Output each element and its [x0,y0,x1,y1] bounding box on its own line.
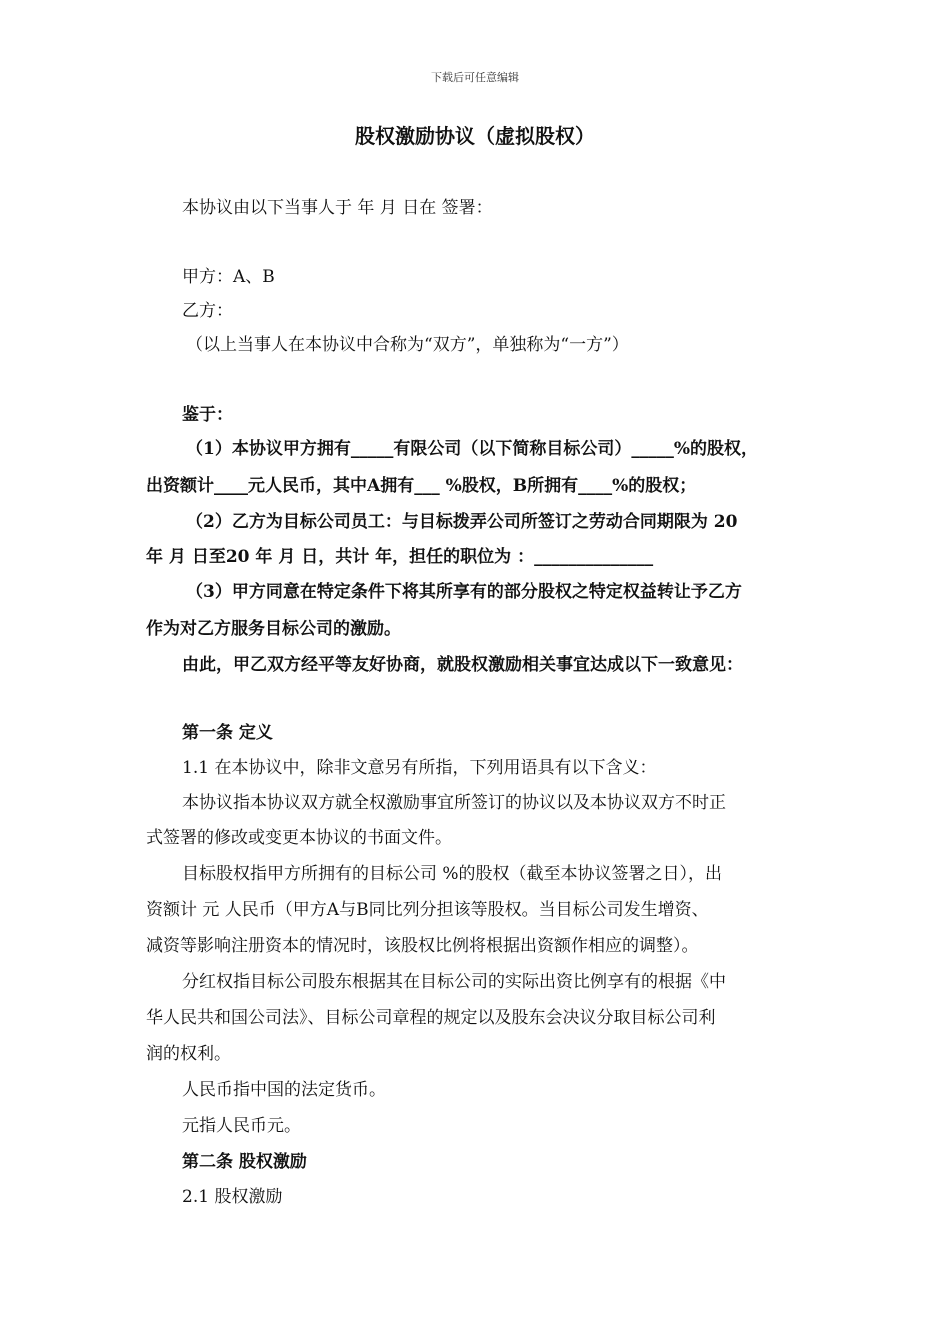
article-1-heading: 第一条 定义 [182,723,273,743]
whereas-clause-2-line-1: （2）乙方为目标公司员工：与目标拨弄公司所签订之劳动合同期限为 20 [186,512,738,532]
definition-dividend-right-line-3: 润的权利。 [146,1044,231,1064]
article-1-section-1: 1.1 在本协议中，除非文意另有所指，下列用语具有以下含义： [182,758,657,778]
article-2-section-1: 2.1 股权激励 [182,1187,283,1207]
whereas-clause-1-line-2: 出资额计____元人民币，其中A拥有___ %股权，B所拥有____%的股权； [146,476,697,496]
definition-dividend-right-line-2: 华人民共和国公司法》、目标公司章程的规定以及股东会决议分取目标公司利 [146,1008,716,1028]
definition-target-equity-line-2: 资额计 元 人民币（甲方A与B同比列分担该等股权。当目标公司发生增资、 [146,900,709,920]
whereas-clause-3-line-1: （3）甲方同意在特定条件下将其所享有的部分股权之特定权益转让予乙方 [186,582,742,602]
whereas-conclusion: 由此，甲乙双方经平等友好协商，就股权激励相关事宜达成以下一致意见： [182,655,743,675]
definition-rmb: 人民币指中国的法定货币。 [182,1080,386,1100]
whereas-clause-3-line-2: 作为对乙方服务目标公司的激励。 [146,619,401,639]
definition-agreement-line-1: 本协议指本协议双方就全权激励事宜所签订的协议以及本协议双方不时正 [182,793,726,813]
definition-target-equity-line-1: 目标股权指甲方所拥有的目标公司 %的股权（截至本协议签署之日），出 [182,864,723,884]
definition-yuan: 元指人民币元。 [182,1116,301,1136]
whereas-clause-2-line-2: 年 月 日至20 年 月 日，共计 年，担任的职位为 ：______________ [146,547,654,567]
party-b: 乙方： [182,301,233,321]
definition-target-equity-line-3: 减资等影响注册资本的情况时，该股权比例将根据出资额作相应的调整）。 [146,936,699,956]
whereas-clause-1-line-1: （1）本协议甲方拥有_____有限公司（以下简称目标公司）_____%的股权， [186,439,758,459]
definition-agreement-line-2: 式签署的修改或变更本协议的书面文件。 [146,828,452,848]
page-header: 下载后可任意编辑 [431,71,519,84]
document-title: 股权激励协议（虚拟股权） [355,124,595,148]
parties-note: （以上当事人在本协议中合称为“双方”，单独称为“一方”） [186,335,629,355]
party-a: 甲方：A、B [182,267,275,287]
definition-dividend-right-line-1: 分红权指目标公司股东根据其在目标公司的实际出资比例享有的根据《中 [182,972,726,992]
intro-paragraph: 本协议由以下当事人于 年 月 日在 签署： [182,198,493,218]
article-2-heading: 第二条 股权激励 [182,1152,307,1172]
whereas-heading: 鉴于： [182,405,233,425]
